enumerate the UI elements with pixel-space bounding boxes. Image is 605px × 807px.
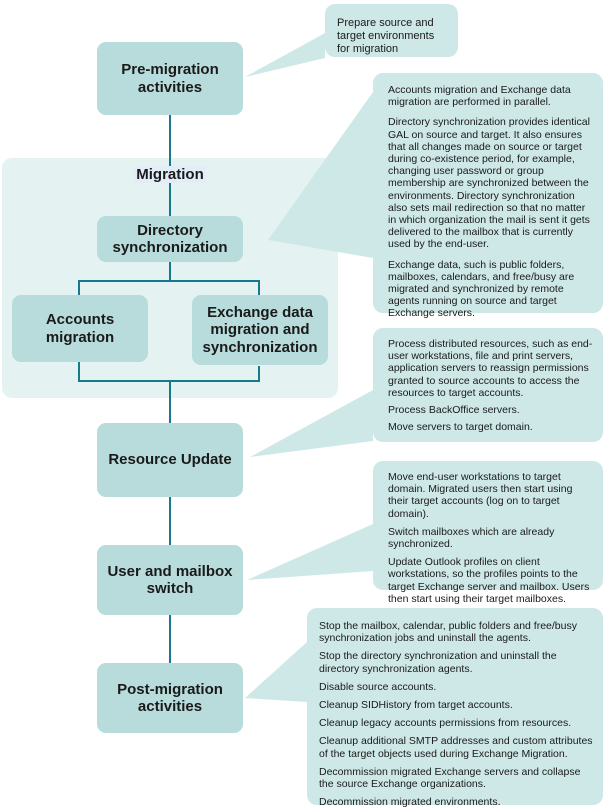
callout-paragraph: Directory synchronization provides identical GAL on source and target. It also ensures that all changes made on source or target during co-existence period, for example, changing user password or group membership are synchronized between the environments. Directory synchronization also sets mail redirection so that no matter in which organization the mail is sent it gets delivered to the mailbox that is currently used by the end-user. — [388, 116, 590, 251]
callout-paragraph: Switch mailboxes which are already synchronized. — [388, 525, 555, 551]
flow-node-label: Exchange data migration and synchronization — [202, 304, 318, 356]
flow-node-pre-migration-activities — [97, 42, 243, 115]
flow-node-label: Pre-migration activities — [121, 61, 219, 96]
callout-paragraph: Prepare source and target environments for migration — [337, 17, 435, 55]
callout-tail-user-mailbox-switch — [247, 524, 373, 580]
callout-tail-resource-update — [250, 390, 373, 457]
callout-paragraph: Disable source accounts. — [319, 680, 437, 693]
flow-node-post-migration-activities — [97, 663, 243, 733]
callout-tail-directory-sync — [268, 92, 373, 258]
flow-node-resource-update — [97, 423, 243, 497]
callout-paragraph: Accounts migration and Exchange data migration are performed in parallel. — [388, 84, 571, 109]
flow-node-label: User and mailbox switch — [107, 562, 233, 597]
flow-node-label: Resource Update — [108, 451, 232, 469]
callout-directory-sync — [373, 73, 603, 320]
flow-node-accounts-migration — [12, 295, 148, 362]
callout-user-mailbox-switch — [373, 461, 603, 605]
migration-container-label — [97, 166, 243, 183]
callout-paragraph: Process distributed resources, such as end-user workstations, file and print servers, application servers to reassign permissions granted to source accounts to access the resources to target accounts. — [388, 338, 593, 399]
migration-label-text: Migration — [136, 166, 204, 183]
connector-branch-split — [79, 281, 259, 296]
callout-paragraph: Cleanup SIDHistory from target accounts. — [319, 699, 513, 712]
callout-paragraph: Update Outlook profiles on client workstations, so the profiles points to the target Exchange server and mailbox. Users then start using their target mailboxes. — [388, 556, 590, 605]
callout-paragraph: Decommission migrated environments. — [319, 796, 501, 807]
callout-tail-post-migration — [245, 642, 307, 702]
callout-resource-update — [373, 328, 603, 442]
callout-post-migration — [307, 608, 603, 805]
callout-paragraph: Decommission migrated Exchange servers and collapse the source Exchange organizations. — [319, 765, 581, 791]
callout-tail-pre-migration — [245, 33, 325, 77]
callout-paragraph: Cleanup legacy accounts permissions from resources. — [319, 717, 572, 730]
flow-node-label: Directory synchronization — [112, 221, 228, 256]
flow-node-label: Post-migration activities — [117, 680, 223, 715]
flow-node-label: Accounts migration — [45, 311, 115, 346]
callout-paragraph: Move servers to target domain. — [388, 421, 533, 434]
flow-node-user-and-mailbox-switch — [97, 545, 243, 615]
callout-paragraph: Stop the mailbox, calendar, public folders and free/busy synchronization jobs and uninstall the agents. — [319, 620, 577, 645]
callout-paragraph: Process BackOffice servers. — [388, 404, 520, 417]
callout-paragraph: Move end-user workstations to target domain. Migrated users then start using their target accounts (log on to target domain). — [388, 471, 573, 520]
callout-pre-migration — [325, 4, 458, 57]
flow-node-directory-synchronization — [97, 216, 243, 262]
callout-paragraph: Cleanup additional SMTP addresses and custom attributes of the target objects used during Exchange Migration. — [319, 735, 593, 760]
callout-paragraph: Stop the directory synchronization and uninstall the directory synchronization agents. — [319, 650, 557, 675]
callout-paragraph: Exchange data, such is public folders, mailboxes, calendars, and free/busy are migrated and synchronized by remote agents running on source and target Exchange servers. — [388, 258, 575, 320]
flow-node-exchange-data-migration — [192, 295, 328, 365]
